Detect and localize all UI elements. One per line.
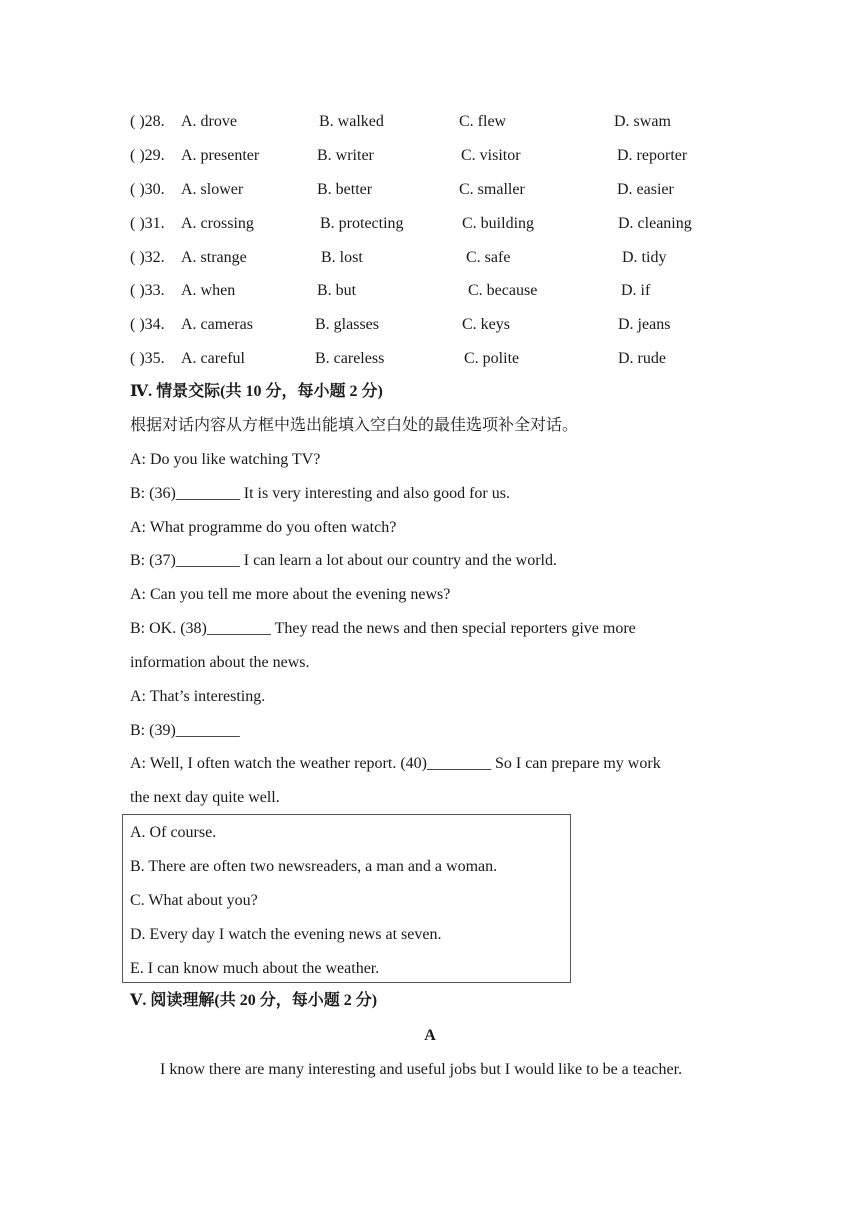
question-34-option-c: C. keys <box>462 316 510 333</box>
question-34-option-a: A. cameras <box>181 316 253 333</box>
dialogue-line: A: Do you like watching TV? <box>130 451 321 468</box>
question-34-option-d: D. jeans <box>618 316 671 333</box>
dialogue-line: the next day quite well. <box>130 789 280 806</box>
question-31-number: ( )31. <box>130 215 165 232</box>
question-33-option-c: C. because <box>468 282 538 299</box>
question-30-option-b: B. better <box>317 181 373 198</box>
question-33-option-b: B. but <box>317 282 357 299</box>
question-31-option-b: B. protecting <box>320 215 404 232</box>
passage-first-line: I know there are many interesting and useful jobs but I would like to be a teacher. <box>160 1061 683 1078</box>
question-32-option-d: D. tidy <box>622 249 667 266</box>
question-28-option-b: B. walked <box>319 113 384 130</box>
dialogue-line: A: That’s interesting. <box>130 688 266 705</box>
question-32-option-a: A. strange <box>181 249 247 266</box>
question-32-option-c: C. safe <box>466 249 511 266</box>
dialogue-line: A: Well, I often watch the weather report. (40)________ So I can prepare my work <box>130 755 661 772</box>
question-33-number: ( )33. <box>130 282 165 299</box>
question-31-option-a: A. crossing <box>181 215 254 232</box>
passage-label: A <box>424 1027 436 1044</box>
question-29-option-c: C. visitor <box>461 147 521 164</box>
option-a: A. Of course. <box>130 824 217 841</box>
question-31-option-c: C. building <box>462 215 535 232</box>
question-30-option-c: C. smaller <box>459 181 525 198</box>
question-34-option-b: B. glasses <box>315 316 379 333</box>
question-29-option-b: B. writer <box>317 147 374 164</box>
question-35-option-b: B. careless <box>315 350 385 367</box>
dialogue-line: B: (36)________ It is very interesting and also good for us. <box>130 485 510 502</box>
option-b: B. There are often two newsreaders, a man and a woman. <box>130 858 498 875</box>
question-30-option-a: A. slower <box>181 181 244 198</box>
question-29-option-d: D. reporter <box>617 147 688 164</box>
question-28-option-d: D. swam <box>614 113 671 130</box>
dialogue-line: A: What programme do you often watch? <box>130 519 397 536</box>
dialogue-line: A: Can you tell me more about the evening news? <box>130 586 451 603</box>
option-c: C. What about you? <box>130 892 258 909</box>
question-35-option-d: D. rude <box>618 350 666 367</box>
question-28-number: ( )28. <box>130 113 165 130</box>
question-29-option-a: A. presenter <box>181 147 260 164</box>
options-box <box>122 814 571 983</box>
question-33-option-a: A. when <box>181 282 236 299</box>
section-4-instruction: 根据对话内容从方框中选出能填入空白处的最佳选项补全对话。 <box>130 417 579 434</box>
question-35-option-a: A. careful <box>181 350 245 367</box>
question-31-option-d: D. cleaning <box>618 215 692 232</box>
dialogue-line: B: (39)________ <box>130 722 240 739</box>
question-35-number: ( )35. <box>130 350 165 367</box>
dialogue-line: B: (37)________ I can learn a lot about our country and the world. <box>130 552 557 569</box>
question-34-number: ( )34. <box>130 316 165 333</box>
option-e: E. I can know much about the weather. <box>130 960 380 977</box>
question-32-option-b: B. lost <box>321 249 363 266</box>
question-28-option-c: C. flew <box>459 113 507 130</box>
question-30-number: ( )30. <box>130 181 165 198</box>
dialogue-line: information about the news. <box>130 654 310 671</box>
question-33-option-d: D. if <box>621 282 651 299</box>
option-d: D. Every day I watch the evening news at seven. <box>130 926 442 943</box>
question-35-option-c: C. polite <box>464 350 520 367</box>
section-5-heading: Ⅴ. 阅读理解(共 20 分，每小题 2 分) <box>130 992 378 1009</box>
question-32-number: ( )32. <box>130 249 165 266</box>
question-29-number: ( )29. <box>130 147 165 164</box>
section-4-heading: Ⅳ. 情景交际(共 10 分，每小题 2 分) <box>130 383 383 400</box>
dialogue-line: B: OK. (38)________ They read the news and then special reporters give more <box>130 620 636 637</box>
question-28-option-a: A. drove <box>181 113 237 130</box>
question-30-option-d: D. easier <box>617 181 674 198</box>
